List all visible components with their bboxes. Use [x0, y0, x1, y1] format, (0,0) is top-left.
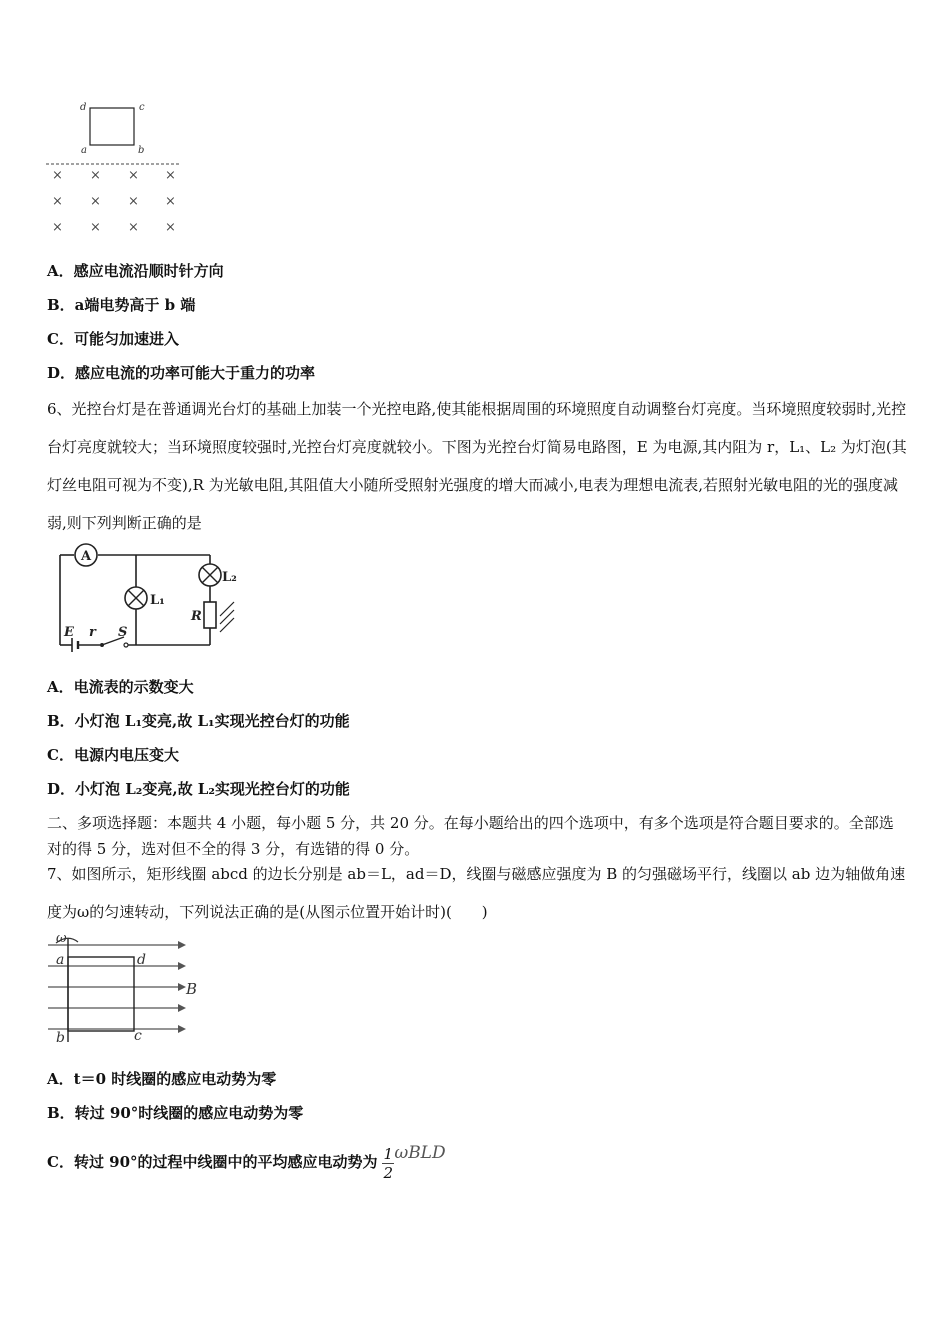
ammeter	[75, 544, 97, 566]
svg-text:×: ×	[165, 168, 176, 183]
label-d: d	[80, 102, 87, 113]
svg-text:×: ×	[165, 194, 176, 209]
q7-stem: 7、如图所示，矩形线圈 abcd 的边长分别是 ab＝L，ad＝D，线圈与磁感应强度为 B 的匀强磁场平行，线圈以 ab 边为轴做角速度为ω的匀速转动，下列说法正确的是(从图示位置开始计时)( )	[47, 865, 906, 921]
field-crosses	[52, 168, 176, 235]
field-label-b: B	[186, 980, 198, 998]
q6-option-b: B．小灯泡 L₁变亮,故 L₁实现光控台灯的功能	[47, 712, 350, 730]
coil-label-a: a	[56, 952, 65, 968]
q5-option-d: D．感应电流的功率可能大于重力的功率	[47, 364, 316, 382]
coil-label-d: d	[137, 952, 146, 968]
section-2-instructions: 二、多项选择题：本题共 4 小题，每小题 5 分，共 20 分。在每小题给出的四个选项中，有多个选项是符合题目要求的。全部选对的得 5 分，选对但不全的得 3 分，有选错的得 0 分。	[47, 814, 894, 858]
svg-text:×: ×	[128, 168, 139, 183]
q6-option-a: A．电流表的示数变大	[47, 678, 194, 696]
svg-text:×: ×	[90, 220, 101, 235]
fraction-denominator: 2	[383, 1163, 394, 1182]
svg-text:×: ×	[90, 168, 101, 183]
coil-abcd	[68, 957, 134, 1031]
fraction-one-half	[382, 1145, 394, 1182]
svg-text:×: ×	[165, 220, 176, 235]
svg-text:S: S	[118, 625, 128, 640]
loop-field-figure	[44, 98, 184, 243]
q6-option-c: C．电源内电压变大	[47, 746, 179, 764]
q6-stem: 6、光控台灯是在普通调光台灯的基础上加装一个光控电路,使其能根据周围的环境照度自动调整台灯亮度。当环境照度较弱时,光控台灯亮度就较大；当环境照度较强时,光控台灯亮度就较小。下图为光控台灯简易电路图，E 为电源,其内阻为 r，L₁、L₂ 为灯泡(其灯丝电阻可视为不变),R 为光敏电阻,其阻值大小随所受照射光强度的增大而减小,电表为理想电流表,若照射光敏电阻的光的强度减弱,则下列判断正确的是	[47, 400, 907, 532]
svg-text:A: A	[81, 549, 92, 564]
rotating-coil-figure	[44, 930, 214, 1050]
q6-option-d: D．小灯泡 L₂变亮,故 L₂实现光控台灯的功能	[47, 780, 350, 798]
label-c: c	[139, 102, 145, 113]
q7-option-c: C．转过 90°的过程中线圈中的平均感应电动势为	[47, 1153, 378, 1171]
svg-text:E: E	[64, 625, 74, 640]
svg-text:×: ×	[52, 194, 63, 209]
square-loop	[90, 108, 134, 145]
photoresistor	[190, 602, 234, 632]
circuit-diagram	[52, 538, 252, 656]
q5-option-b: B．a端电势高于 b 端	[47, 296, 196, 314]
lamp-l1	[125, 587, 165, 609]
q5-option-a: A．感应电流沿顺时针方向	[47, 262, 224, 280]
q7-option-b: B．转过 90°时线圈的感应电动势为零	[47, 1104, 304, 1122]
svg-text:×: ×	[90, 194, 101, 209]
coil-label-c: c	[134, 1028, 142, 1044]
svg-text:L₁: L₁	[150, 593, 165, 608]
q7-option-a: A．t＝0 时线圈的感应电动势为零	[47, 1070, 277, 1088]
label-a: a	[81, 145, 87, 156]
q7-option-c-row	[47, 1140, 446, 1185]
svg-text:×: ×	[128, 220, 139, 235]
omega-label: ω	[56, 931, 67, 946]
formula-omega-bld: ωBLD	[394, 1143, 446, 1163]
label-b: b	[138, 145, 145, 156]
q5-option-c: C．可能匀加速进入	[47, 330, 179, 348]
svg-text:×: ×	[52, 220, 63, 235]
switch	[100, 625, 128, 647]
svg-text:×: ×	[128, 194, 139, 209]
svg-text:r: r	[89, 625, 96, 640]
svg-text:L₂: L₂	[222, 570, 237, 585]
coil-label-b: b	[56, 1030, 65, 1046]
svg-text:×: ×	[52, 168, 63, 183]
lamp-l2	[199, 564, 237, 586]
fraction-numerator: 1	[383, 1144, 394, 1163]
svg-text:R: R	[191, 609, 202, 624]
battery	[63, 625, 97, 652]
